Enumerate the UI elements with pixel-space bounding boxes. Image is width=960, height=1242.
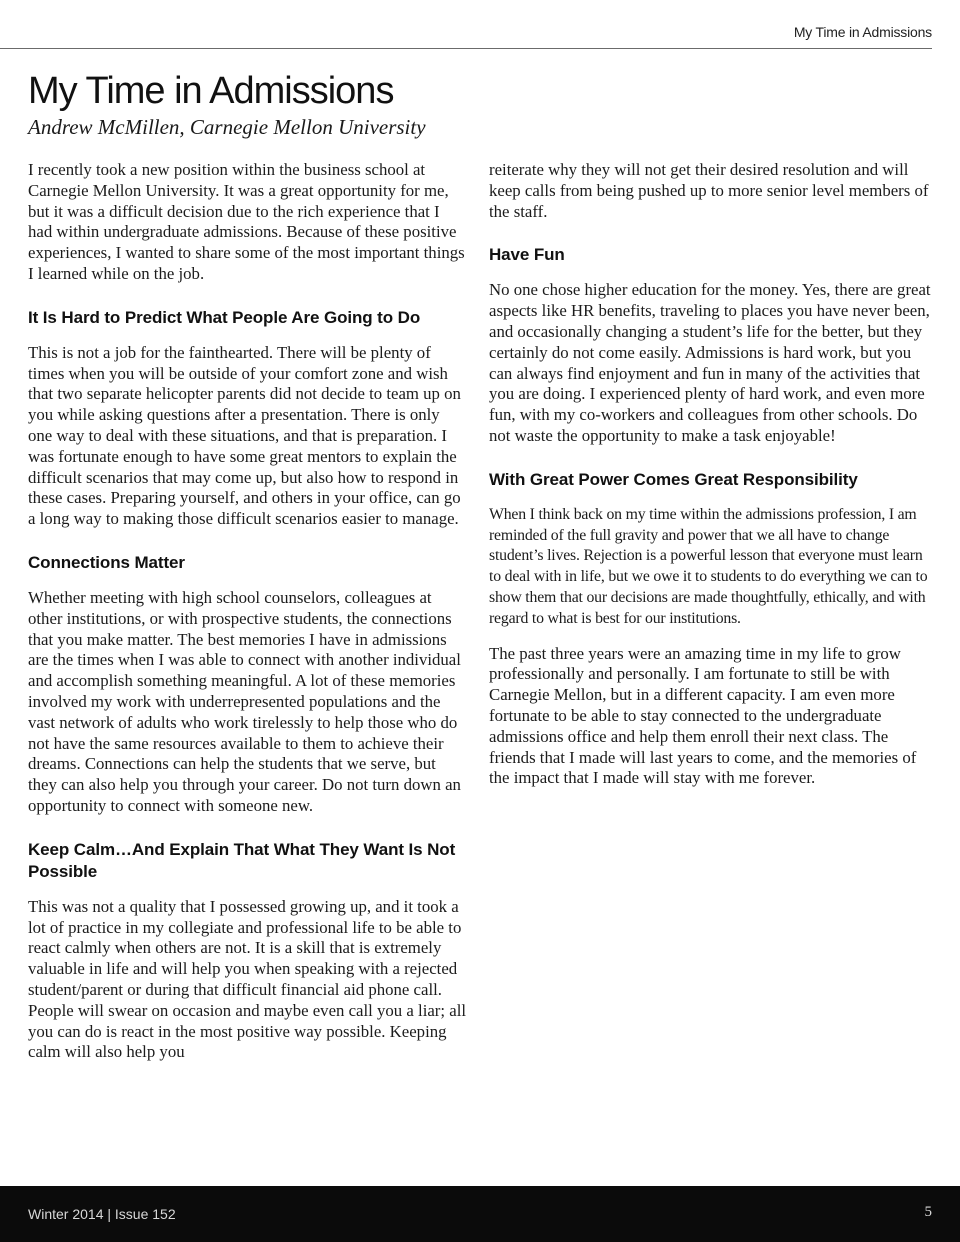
section-heading-great-power: With Great Power Comes Great Responsibility <box>489 469 858 489</box>
article-title: My Time in Admissions <box>28 70 394 112</box>
right-column <box>489 160 933 803</box>
section-heading-keep-calm: Keep Calm…And Explain That What They Want Is Not Possible <box>28 839 456 881</box>
continuation-paragraph: reiterate why they will not get their desired resolution and will keep calls from being pushed up to more senior level members of the staff. <box>489 160 929 221</box>
page-number: 5 <box>924 1204 932 1220</box>
section-body-great-power: When I think back on my time within the admissions profession, I am reminded of the full gravity and power that we all have to change student’s lives. Rejection is a powerful lesson that everyone must learn to deal with in life, but we owe it to students to do everything we can to show them that our decisions are made thoughtfully, ethically, and with regard to what is best for our institutions. <box>489 505 928 627</box>
closing-paragraph: The past three years were an amazing time in my life to grow professionally and personally. I am fortunate to still be with Carnegie Mellon, but in a different capacity. I am even more fortunate to be able to stay connected to the undergraduate admissions office and help them enroll their next class. The friends that I made will last years to come, and the memories of the impact that I made will stay with me forever. <box>489 643 917 788</box>
intro-paragraph: I recently took a new position within the business school at Carnegie Mellon University. It was a great opportunity for me, but it was a difficult decision due to the rich experience that I had within undergraduate admissions. Because of these positive experiences, I wanted to share some of the most important things I learned while on the job. <box>28 160 465 283</box>
section-body-connections: Whether meeting with high school counselors, colleagues at other institutions, or with prospective students, the connections that you make matter. The best memories I have in admissions are the times when I was able to connect with another individual and accomplish something meaningful. A lot of these memories involved my work with underrepresented populations and the vast network of adults who work tirelessly to help those who do not have the same resources available to them to achieve their dreams. Connections can help the students that we serve, but they can also help you through your career. Do not turn down an opportunity to connect with someone new. <box>28 587 461 815</box>
page-footer <box>0 1186 960 1242</box>
header-rule <box>0 48 932 49</box>
running-header: My Time in Admissions <box>793 24 932 40</box>
section-body-predict: This is not a job for the fainthearted. There will be plenty of times when you will be outside of your comfort zone and wish that two separate helicopter parents did not decide to team up on you while asking questions after a presentation. There is only one way to deal with these situations, and that is preparation. I was fortunate enough to have some great mentors to explain the difficult scenarios that may come up, but also how to respond in these cases. Preparing yourself, and others in your office, can go a long way to making those difficult scenarios easier to manage. <box>28 342 461 529</box>
section-body-have-fun: No one chose higher education for the money. Yes, there are great aspects like HR benefits, traveling to places you have never been, and occasionally changing a student’s life for the better, but they certainly do not come easily. Admissions is hard work, but you can always find enjoyment and fun in many of the activities that you are doing. I experienced plenty of hard work, and even more fun, with my co-workers and colleagues from other schools. Do not waste the opportunity to make a task enjoyable! <box>489 280 931 445</box>
section-heading-have-fun: Have Fun <box>489 245 565 265</box>
left-column <box>28 160 468 1077</box>
issue-label: Winter 2014 | Issue 152 <box>28 1206 176 1222</box>
article-byline: Andrew McMillen, Carnegie Mellon University <box>28 115 426 139</box>
section-heading-connections: Connections Matter <box>28 552 185 572</box>
section-heading-predict: It Is Hard to Predict What People Are Going to Do <box>28 307 421 327</box>
section-body-keep-calm: This was not a quality that I possessed growing up, and it took a lot of practice in my collegiate and professional life to be able to react calmly when others are not. It is a skill that is extremely valuable in life and will help you when speaking with a rejected student/parent or during that difficult financial aid phone call. People will swear on occasion and maybe even call you a liar; all you can do is react in the most positive way possible. Keeping calm will also help you <box>28 896 467 1062</box>
